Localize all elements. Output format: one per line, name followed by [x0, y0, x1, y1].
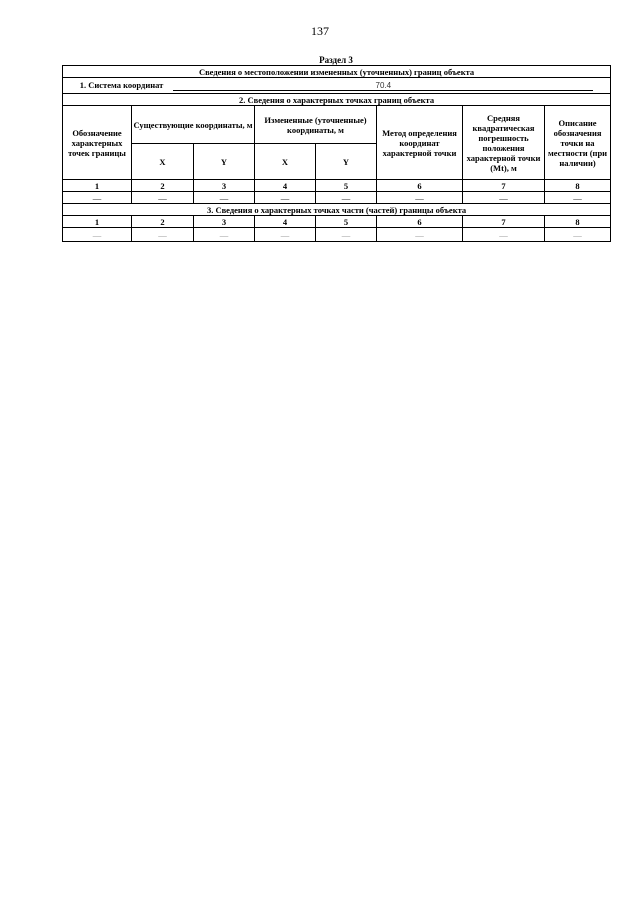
column-number: 5 — [316, 216, 377, 228]
column-number: 5 — [316, 180, 377, 192]
table-cell: — — [545, 228, 611, 242]
object-boundaries-table — [62, 65, 611, 242]
table-cell: — — [463, 192, 545, 204]
col-header-method: Метод определения координат характерной точки — [377, 106, 463, 180]
table-row — [63, 228, 611, 242]
table-cell: — — [63, 192, 132, 204]
coordinate-system-row — [63, 78, 611, 94]
table-cell: — — [194, 192, 255, 204]
col-header-existing-x: X — [132, 144, 194, 180]
coordinate-system-value: 70.4 — [173, 81, 593, 91]
col-header-changed-y: Y — [316, 144, 377, 180]
column-number: 7 — [463, 216, 545, 228]
table-cell: — — [545, 192, 611, 204]
table-cell: — — [463, 228, 545, 242]
table-cell: — — [132, 192, 194, 204]
column-number: 4 — [255, 216, 316, 228]
table-cell: — — [377, 192, 463, 204]
column-number: 7 — [463, 180, 545, 192]
column-number: 6 — [377, 216, 463, 228]
section-title: Раздел 3 — [319, 55, 353, 65]
part-section-title: 3. Сведения о характерных точках части (частей) границы объекта — [63, 204, 611, 216]
table-row — [63, 192, 611, 204]
table-cell: — — [255, 228, 316, 242]
column-number: 2 — [132, 180, 194, 192]
column-number: 2 — [132, 216, 194, 228]
table-cell: — — [63, 228, 132, 242]
page-number: 137 — [311, 24, 329, 38]
column-number: 6 — [377, 180, 463, 192]
coordinate-system-label: 1. Система координат — [79, 80, 164, 90]
col-header-description: Описание обозначения точки на местности (при наличии) — [545, 106, 611, 180]
col-header-existing-y: Y — [194, 144, 255, 180]
column-number: 1 — [63, 180, 132, 192]
col-header-designation: Обозначение характерных точек границы — [63, 106, 132, 180]
points-section-title: 2. Сведения о характерных точках границ объекта — [63, 94, 611, 106]
table-cell: — — [377, 228, 463, 242]
column-number: 3 — [194, 216, 255, 228]
column-number: 4 — [255, 180, 316, 192]
column-numbers-row — [63, 180, 611, 192]
table-cell: — — [132, 228, 194, 242]
column-number: 1 — [63, 216, 132, 228]
table-cell: — — [194, 228, 255, 242]
col-header-error: Средняя квадратическая погрешность положения характерной точки (Mt), м — [463, 106, 545, 180]
table-header-title: Сведения о местоположении измененных (уточненных) границ объекта — [63, 66, 611, 78]
col-header-changed-x: X — [255, 144, 316, 180]
col-header-existing-coordinates: Существующие координаты, м — [132, 106, 255, 144]
part-column-numbers-row — [63, 216, 611, 228]
column-number: 8 — [545, 216, 611, 228]
col-header-changed-coordinates: Измененные (уточненные) координаты, м — [255, 106, 377, 144]
table-cell: — — [316, 192, 377, 204]
column-number: 3 — [194, 180, 255, 192]
table-cell: — — [255, 192, 316, 204]
column-number: 8 — [545, 180, 611, 192]
table-cell: — — [316, 228, 377, 242]
